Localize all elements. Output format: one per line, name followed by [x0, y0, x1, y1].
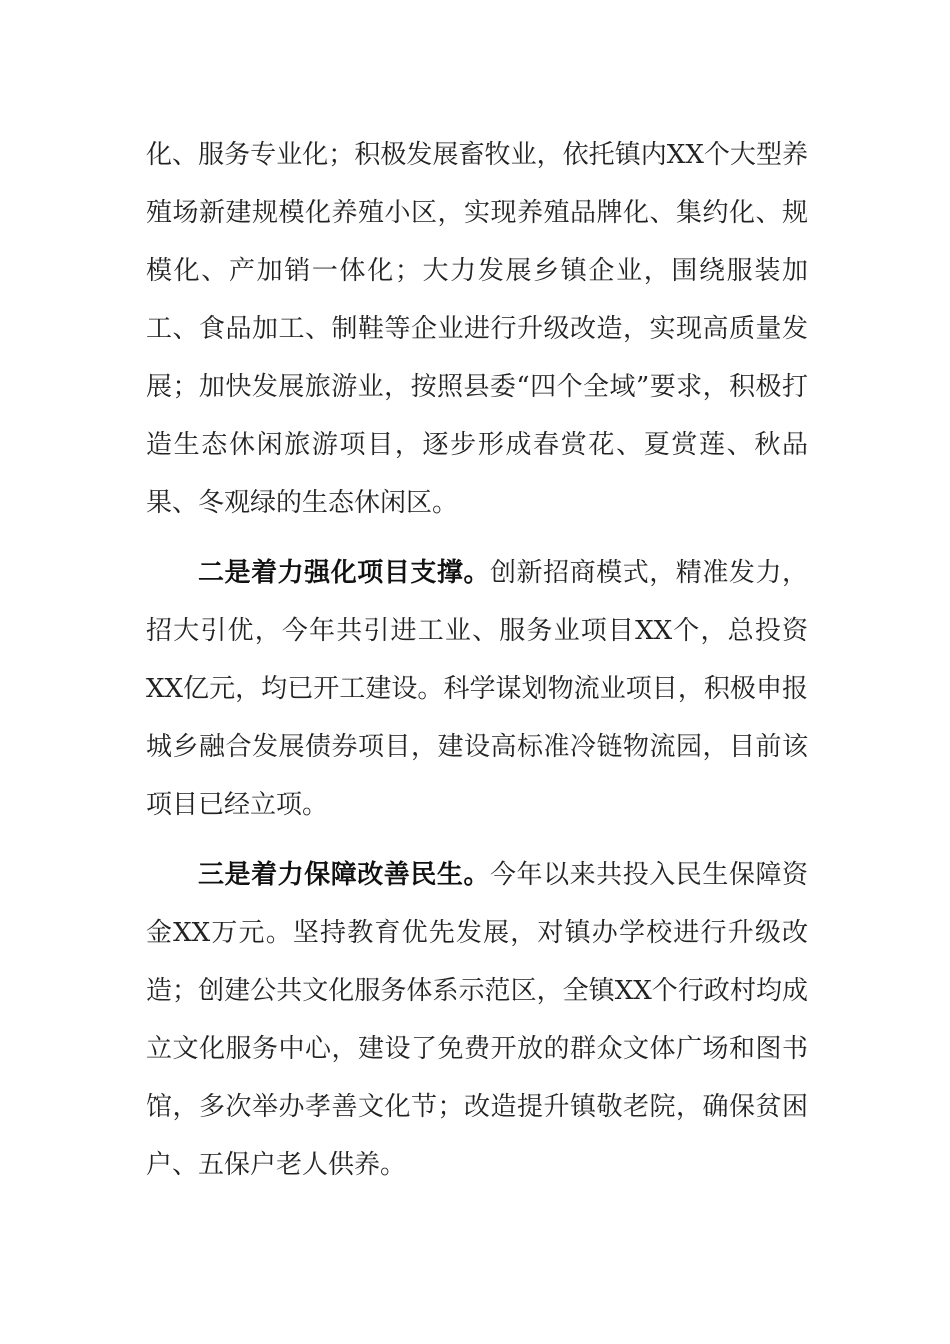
paragraph-project-support	[146, 544, 808, 834]
paragraph-continuation	[146, 126, 808, 532]
paragraph-heading: 三是着力保障改善民生。	[198, 860, 490, 890]
paragraph-text: 今年以来共投入民生保障资金XX万元。坚持教育优先发展，对镇办学校进行升级改造；创建公共文化服务体系示范区，全镇XX个行政村均成立文化服务中心，建设了免费开放的群众文体广场和图书馆，多次举办孝善文化节；改造提升镇敬老院，确保贫困户、五保户老人供养。	[146, 860, 808, 1180]
document-body	[146, 126, 808, 1194]
paragraph-heading: 二是着力强化项目支撑。	[198, 558, 490, 588]
paragraph-livelihood	[146, 846, 808, 1194]
paragraph-text: 化、服务专业化；积极发展畜牧业，依托镇内XX个大型养殖场新建规模化养殖小区，实现养殖品牌化、集约化、规模化、产加销一体化；大力发展乡镇企业，围绕服装加工、食品加工、制鞋等企业进行升级改造，实现高质量发展；加快发展旅游业，按照县委“四个全域”要求，积极打造生态休闲旅游项目，逐步形成春赏花、夏赏莲、秋品果、冬观绿的生态休闲区。	[146, 140, 808, 518]
paragraph-text: 创新招商模式，精准发力，招大引优，今年共引进工业、服务业项目XX个，总投资XX亿元，均已开工建设。科学谋划物流业项目，积极申报城乡融合发展债券项目，建设高标准冷链物流园，目前该项目已经立项。	[146, 558, 808, 820]
